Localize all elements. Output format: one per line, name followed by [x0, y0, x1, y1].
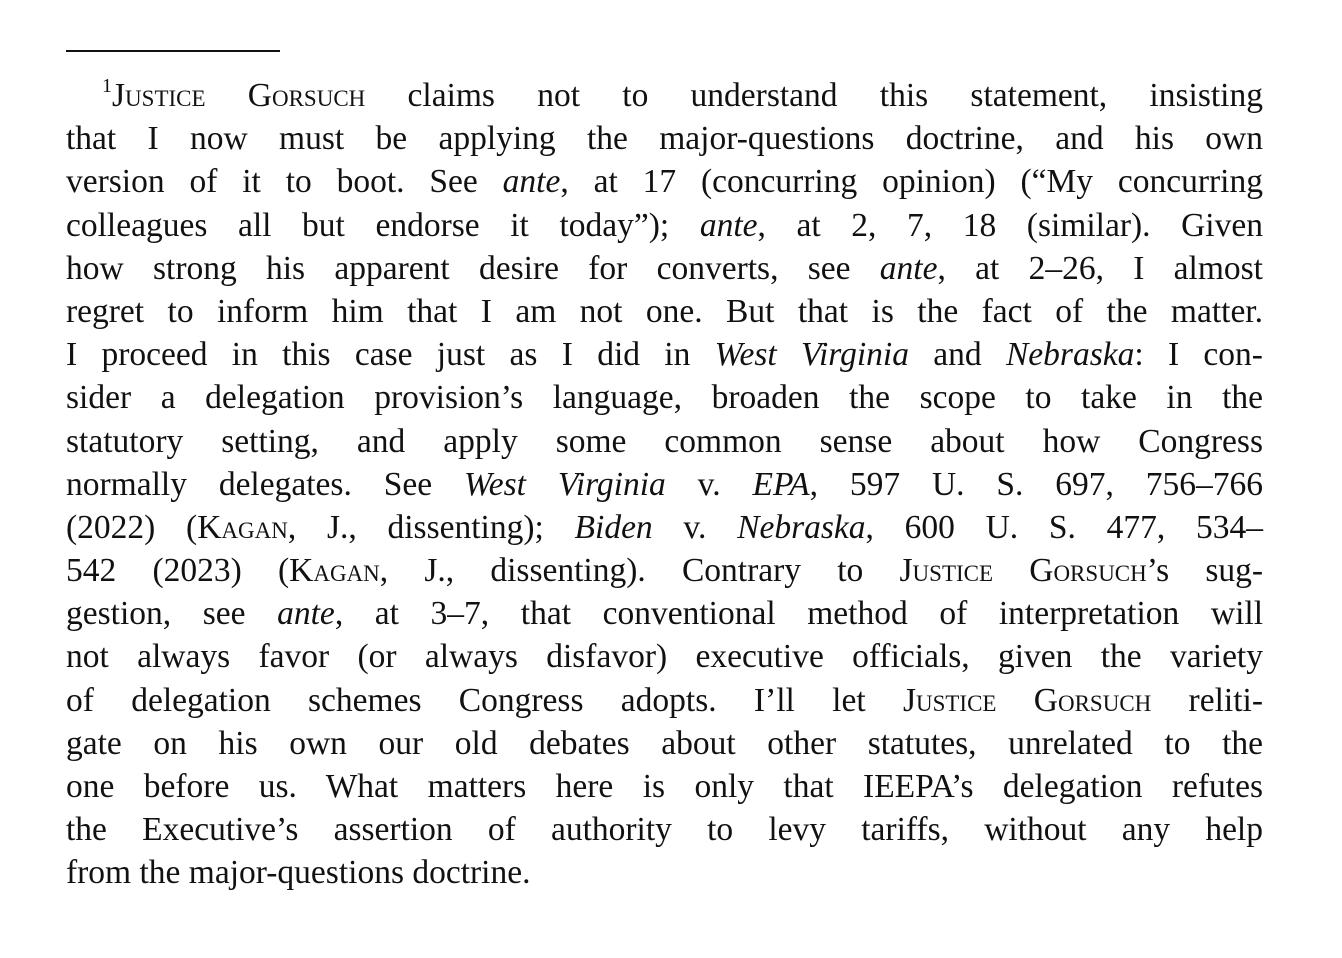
footnote-separator-rule — [66, 50, 280, 52]
footnote-line — [66, 592, 1263, 635]
footnote-text-run: , at 2, 7, 18 (similar). Given — [757, 206, 1263, 244]
footnote-text-run: sider a delegation provision’s language, broaden the scope to take in the — [66, 379, 1263, 417]
footnote-text-run: 542 (2023) ( — [66, 552, 290, 590]
footnote-line — [66, 549, 1263, 592]
footnote-text-run: one before us. What matters here is only that IEEPA’s delegation refutes — [66, 768, 1263, 805]
italic-citation: West Virginia — [463, 465, 666, 503]
footnote-text-run: that I now must be applying the major-questions doctrine, and his own — [66, 120, 1263, 158]
footnote-line — [66, 808, 1263, 851]
footnote-text-run: , at 2–26, I almost — [937, 249, 1263, 287]
footnote-text-run: statutory setting, and apply some common sense about how Congress — [66, 422, 1263, 460]
italic-citation: Nebraska — [1005, 336, 1135, 374]
footnote-line — [66, 420, 1263, 463]
footnote-line — [66, 74, 1263, 117]
footnote-text-run: v. — [665, 465, 753, 503]
footnote-marker: 1 — [102, 75, 112, 97]
footnote-text-run: and — [908, 336, 1006, 374]
small-caps-name: Justice Gorsuch — [902, 681, 1152, 719]
footnote-text-run: gestion, see — [66, 595, 278, 633]
footnote-text-run: from the major-questions doctrine. — [66, 854, 531, 892]
footnote-line — [66, 376, 1263, 419]
footnote-text-run: gate on his own our old debates about other statutes, unrelated to the — [66, 724, 1263, 762]
footnote-line — [66, 117, 1263, 160]
footnote-line — [66, 722, 1263, 765]
footnote-line — [66, 290, 1263, 333]
footnote-text-run: , 600 U. S. 477, 534– — [865, 508, 1264, 546]
italic-citation: ante — [277, 595, 335, 633]
footnote-text-run: of delegation schemes Congress adopts. I’ll let — [66, 681, 903, 719]
footnote-text-run: , 597 U. S. 697, 756–766 — [809, 465, 1263, 503]
italic-citation: West Virginia — [714, 336, 909, 374]
footnote-text-run: , J., dissenting). Contrary to — [379, 552, 900, 590]
small-caps-name: Kagan — [197, 508, 288, 546]
footnote-text-run: claims not to understand this statement, insisting — [365, 77, 1263, 114]
footnote-line — [66, 679, 1263, 722]
small-caps-name: Justice Gorsuch — [112, 77, 366, 114]
footnote-text-run: reliti- — [1151, 681, 1263, 719]
footnote-line — [66, 333, 1263, 376]
footnote-text-run: : I con- — [1134, 336, 1263, 374]
small-caps-name: Justice Gorsuch — [899, 552, 1147, 590]
footnote-text-run: (2022) ( — [66, 508, 198, 546]
footnote-line — [66, 851, 1263, 894]
italic-citation: ante — [879, 249, 938, 287]
footnote-text-run: not always favor (or always disfavor) executive officials, given the variety — [66, 638, 1263, 676]
footnote-text-run: v. — [652, 508, 738, 546]
footnote-text-run: regret to inform him that I am not one. But that is the fact of the matter. — [66, 292, 1263, 330]
footnote-text-run: how strong his apparent desire for converts, see — [66, 249, 880, 287]
italic-citation: ante — [699, 206, 758, 244]
footnote-text — [66, 74, 1263, 895]
footnote-text-run: the Executive’s assertion of authority to levy tariffs, without any help — [66, 811, 1263, 849]
footnote-line — [66, 160, 1263, 203]
italic-citation: ante — [502, 163, 561, 201]
footnote-text-run: normally delegates. See — [66, 465, 464, 503]
footnote-line — [66, 463, 1263, 506]
footnote-line — [66, 204, 1263, 247]
footnote-line — [66, 765, 1263, 808]
italic-citation: EPA — [752, 465, 810, 503]
italic-citation: Nebraska — [737, 508, 866, 546]
footnote-text-run: ’s sug- — [1146, 552, 1264, 590]
footnote-text-run: version of it to boot. See — [66, 163, 503, 201]
footnote-text-run: , at 17 (concurring opinion) (“My concurring — [560, 163, 1263, 201]
footnote-text-run: , at 3–7, that conventional method of interpretation will — [334, 595, 1263, 633]
footnote-line — [66, 635, 1263, 678]
footnote-line — [66, 506, 1263, 549]
footnote-text-run: , J., dissenting); — [287, 508, 575, 546]
footnote-text-run: I proceed in this case just as I did in — [66, 336, 715, 374]
footnote-text-run: colleagues all but endorse it today”); — [66, 206, 700, 244]
footnote-line — [66, 247, 1263, 290]
small-caps-name: Kagan — [289, 552, 380, 590]
italic-citation: Biden — [574, 508, 653, 546]
